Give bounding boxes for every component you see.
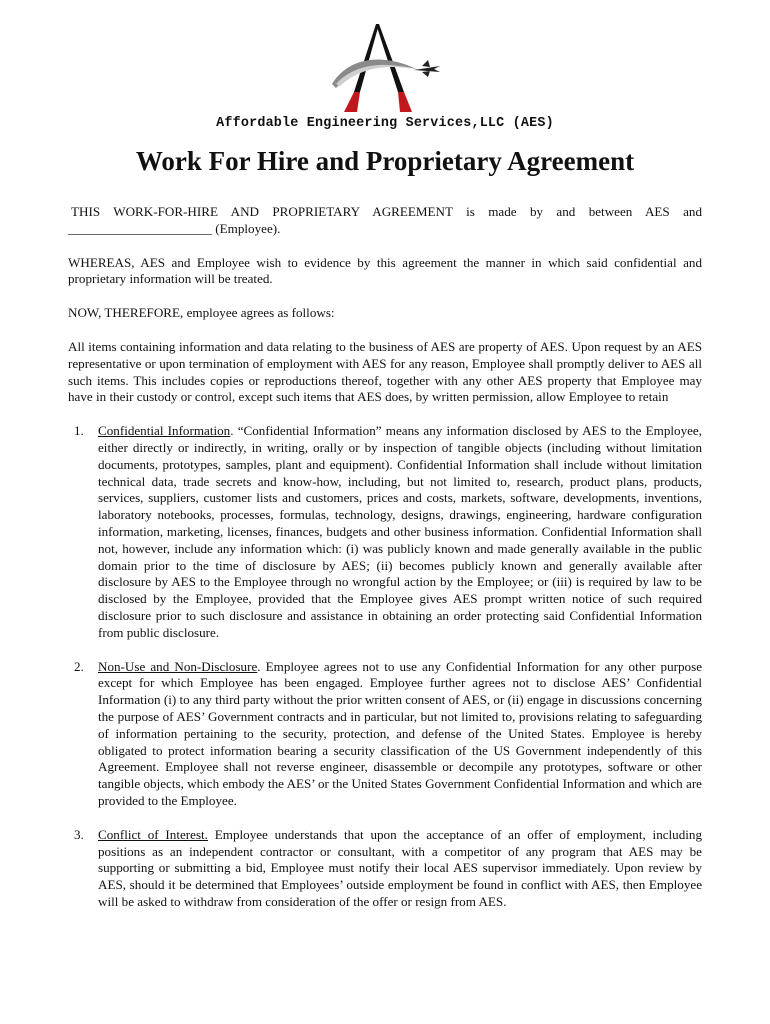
clause-number: 3. (74, 826, 84, 842)
logo-left-leg (354, 24, 379, 92)
clause-heading: Confidential Information (98, 423, 231, 439)
aes-logo (322, 22, 442, 116)
clause-number: 2. (74, 658, 84, 674)
now-therefore-paragraph: NOW, THEREFORE, employee agrees as follows: (68, 305, 335, 321)
document-title: Work For Hire and Proprietary Agreement (135, 146, 635, 176)
logo-right-foot (398, 92, 412, 112)
clause-text: “Confidential Information” means any information disclosed by AES to the Employee, either directly or indirectly, in writing, orally or by inspection of tangible objects (including without limitation documents, prototypes, samples, plant and equipment). Confidential Information shall include without limitation technical data, trade secrets and know-how, including, but not limited to, research, product plans, products, services, suppliers, customer lists and customers, prices and costs, markets, software, developments, inventions, laboratory notebooks, processes, formulas, technology, designs, drawings, engineering, hardware configuration information, marketing, licenses, finances, budgets and other business information. Confidential Information shall not, however, include any information which: (i) was publicly known and made generally available in the public domain prior to the time of disclosure by AES; (ii) becomes publicly known and generally available after disclosure by AES to the Employee through no wrongful action by the Employee; or (iii) is required by law to be disclosed by the Employee, provided that the Employee gives AES prompt written notice of such required disclosure prior to such disclosure and assistance in obtaining an order protecting said Confidential Information from public disclosure. (98, 423, 703, 640)
clause-text: Employee agrees not to use any Confidential Information for any other purpose except for which Employee has been engaged. Employee further agrees not to disclose AES’ Confidential Information (i) to any third party without the prior written consent of AES, or (ii) engage in discussions concerning the purpose of AES’ Government contracts and in particular, but not limited to, provisions relating to safeguarding of information pertaining to the security, protection, and defense of the United States. Employee is hereby obligated to protect information bearing a security classification of the US Government independently of this Agreement. Employee shall not reverse engineer, disassemble or decompile any prototypes, software or other tangible objects, which embody the AES’ or the United States Government Confidential Information and which are provided to the Employee. (98, 658, 703, 808)
clause-number: 1. (74, 423, 84, 439)
clause-heading-suffix (208, 827, 215, 842)
logo-left-foot (344, 92, 360, 112)
clause-heading-suffix: . (230, 423, 238, 439)
jet-icon (414, 60, 440, 77)
clause-non-use-non-disclosure (68, 659, 702, 810)
clause-heading-suffix: . (257, 658, 266, 674)
aes-logo-graphic (322, 22, 442, 116)
clause-text: Employee understands that upon the acceptance of an offer of employment, including positions as an independent contractor or consultant, with a competitor of any program that AES may be supporting or submitting a bid, Employee must notify their local AES supervisor immediately. Upon review by AES, should it be determined that Employees’ outside employment be found in conflict with AES, then Employee will be asked to withdraw from consideration of the offer or resign from AES. (98, 826, 703, 909)
intro-paragraph: THIS WORK-FOR-HIRE AND PROPRIETARY AGREEMENT is made by and between AES and ______________________ (Employee). (68, 204, 702, 236)
whereas-paragraph: WHEREAS, AES and Employee wish to evidence by this agreement the manner in which said confidential and proprietary information will be treated. (68, 254, 702, 287)
clause-list (68, 423, 702, 911)
clause-heading: Non-Use and Non-Disclosure (98, 658, 258, 674)
items-paragraph: All items containing information and data relating to the business of AES are property of AES. Upon request by an AES representative or upon termination of employment with AES for any reason, Employee shall promptly deliver to AES all such items. This includes copies or reproductions thereof, together with any other AES property that Employee may have in their custody or control, except such items that AES does, by written permission, allow Employee to retain (68, 338, 702, 405)
document-body (68, 204, 702, 928)
clause-confidential-information (68, 423, 702, 641)
company-name: Affordable Engineering Services,LLC (AES) (216, 116, 554, 131)
clause-conflict-of-interest (68, 827, 702, 911)
logo-swoosh (332, 60, 418, 88)
logo-right-leg (376, 24, 404, 92)
clause-heading: Conflict of Interest. (98, 826, 208, 842)
